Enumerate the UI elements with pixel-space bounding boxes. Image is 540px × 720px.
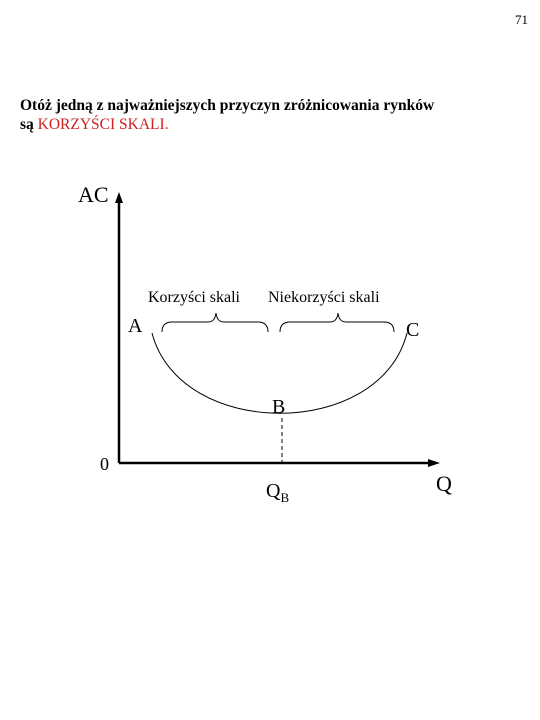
qb-label-main: Q [266,480,281,502]
y-axis-arrow [115,192,123,203]
y-axis-label: AC [78,182,109,207]
intro-line-1: Otóż jedną z najważniejszych przyczyn zróżnicowania rynków [20,97,435,114]
qb-label [266,480,289,505]
point-c-label: C [406,319,420,341]
diseconomies-of-scale-label: Niekorzyści skali [268,289,380,306]
economies-of-scale-label: Korzyści skali [148,289,240,306]
x-axis-label: Q [436,471,452,496]
page-number: 71 [515,12,528,27]
qb-label-sub: B [280,490,290,505]
intro-line-2-prefix: są [20,116,38,133]
intro-highlight: KORZYŚCI SKALI. [37,116,169,133]
point-b-label: B [272,396,286,418]
economies-of-scale-brace [162,313,268,332]
diseconomies-of-scale-brace [280,313,394,332]
origin-label: 0 [100,454,109,474]
x-axis-arrow [428,459,440,467]
point-a-label: A [128,315,143,337]
